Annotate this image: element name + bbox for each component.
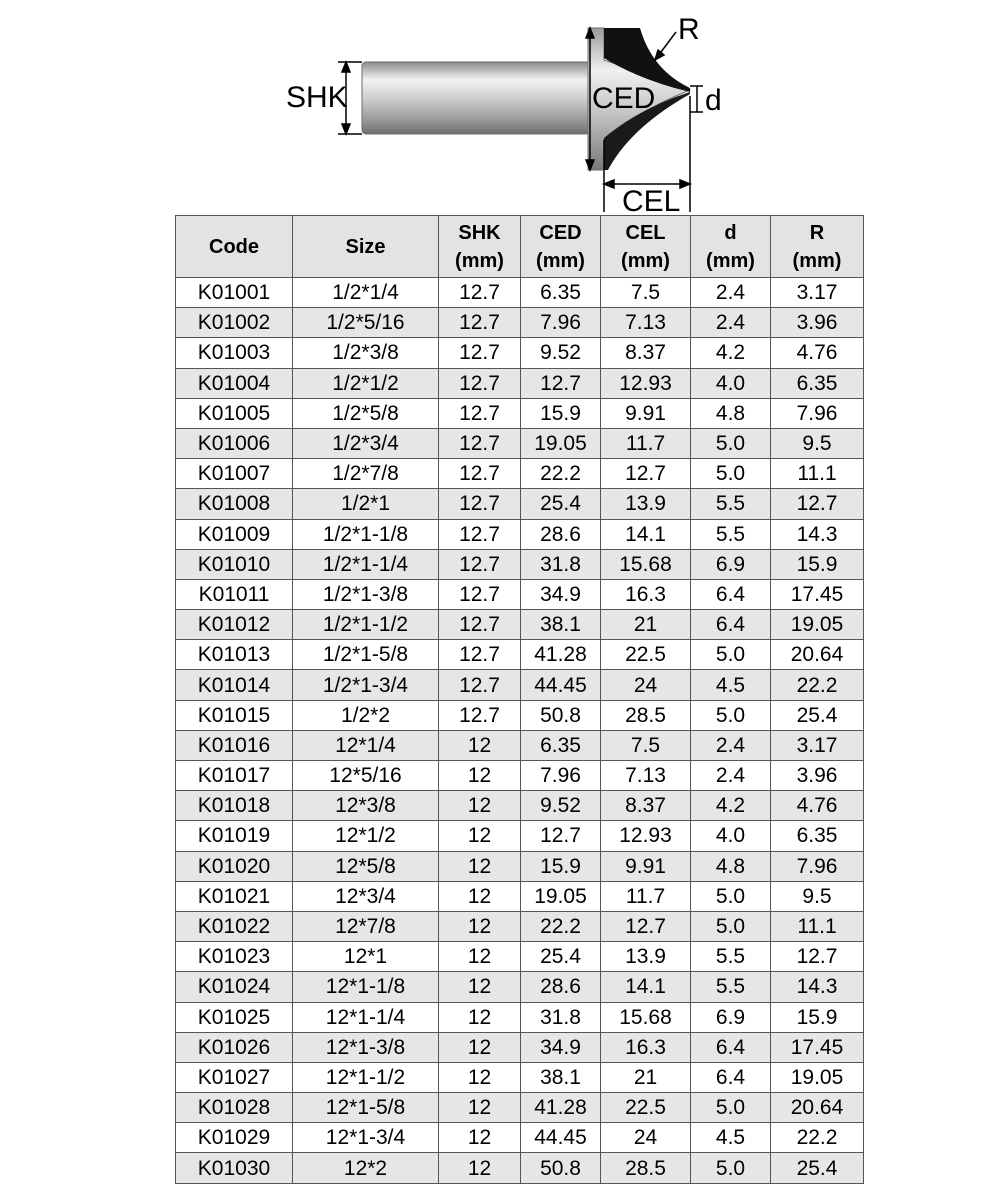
column-header-label: SHK: [458, 221, 501, 244]
cell-ced: 22.2: [521, 459, 601, 489]
cell-d: 6.9: [691, 549, 771, 579]
cell-shk: 12: [439, 1062, 521, 1092]
cell-shk: 12.7: [439, 610, 521, 640]
cell-cel: 22.5: [601, 1093, 691, 1123]
cell-shk: 12.7: [439, 459, 521, 489]
table-row: [176, 308, 864, 338]
cell-r: 9.5: [771, 428, 864, 458]
cell-shk: 12.7: [439, 398, 521, 428]
cell-shk: 12: [439, 1153, 521, 1183]
cell-size: 12*1/2: [293, 821, 439, 851]
cell-shk: 12.7: [439, 368, 521, 398]
d-dimension: [690, 86, 703, 112]
table-row: [176, 700, 864, 730]
cell-code: K01021: [176, 881, 293, 911]
cell-shk: 12: [439, 761, 521, 791]
table-body: [176, 278, 864, 1184]
table-row: [176, 972, 864, 1002]
table-row: [176, 761, 864, 791]
cell-code: K01030: [176, 1153, 293, 1183]
cell-ced: 25.4: [521, 942, 601, 972]
cell-shk: 12: [439, 942, 521, 972]
cell-size: 1/2*3/4: [293, 428, 439, 458]
cell-r: 15.9: [771, 549, 864, 579]
cell-cel: 8.37: [601, 791, 691, 821]
cell-r: 17.45: [771, 579, 864, 609]
cell-size: 1/2*3/8: [293, 338, 439, 368]
cell-code: K01009: [176, 519, 293, 549]
cell-d: 6.9: [691, 1002, 771, 1032]
column-header-unit: (mm): [455, 249, 504, 272]
cell-code: K01019: [176, 821, 293, 851]
cell-ced: 9.52: [521, 338, 601, 368]
column-header-label: CEL: [625, 221, 666, 244]
cell-code: K01008: [176, 489, 293, 519]
cell-d: 5.0: [691, 881, 771, 911]
cell-code: K01027: [176, 1062, 293, 1092]
column-header-label: CED: [539, 221, 582, 244]
table-row: [176, 549, 864, 579]
cell-code: K01004: [176, 368, 293, 398]
cell-size: 12*2: [293, 1153, 439, 1183]
cell-r: 7.96: [771, 851, 864, 881]
cell-code: K01028: [176, 1093, 293, 1123]
cell-r: 12.7: [771, 489, 864, 519]
cell-cel: 12.93: [601, 821, 691, 851]
cell-cel: 12.7: [601, 459, 691, 489]
cell-size: 1/2*1-5/8: [293, 640, 439, 670]
cell-cel: 24: [601, 670, 691, 700]
cell-d: 2.4: [691, 278, 771, 308]
cell-r: 19.05: [771, 1062, 864, 1092]
cell-ced: 15.9: [521, 398, 601, 428]
column-header-label: Size: [345, 235, 386, 258]
cell-size: 12*1-1/8: [293, 972, 439, 1002]
cell-shk: 12: [439, 791, 521, 821]
cell-size: 1/2*7/8: [293, 459, 439, 489]
cell-shk: 12.7: [439, 579, 521, 609]
cell-cel: 11.7: [601, 881, 691, 911]
cell-r: 9.5: [771, 881, 864, 911]
cell-code: K01018: [176, 791, 293, 821]
column-header-code: [176, 216, 293, 278]
cell-size: 12*3/8: [293, 791, 439, 821]
cell-d: 2.4: [691, 308, 771, 338]
cell-cel: 13.9: [601, 942, 691, 972]
column-header-shk: [439, 216, 521, 278]
cell-d: 4.0: [691, 368, 771, 398]
cell-ced: 28.6: [521, 972, 601, 1002]
cell-size: 1/2*1-1/8: [293, 519, 439, 549]
cell-ced: 41.28: [521, 1093, 601, 1123]
cell-ced: 15.9: [521, 851, 601, 881]
cell-shk: 12: [439, 911, 521, 941]
column-header-ced: [521, 216, 601, 278]
r-label: R: [678, 13, 700, 46]
cell-d: 2.4: [691, 761, 771, 791]
shk-label: SHK: [286, 81, 348, 114]
cell-code: K01015: [176, 700, 293, 730]
cell-code: K01014: [176, 670, 293, 700]
cell-size: 12*1/4: [293, 730, 439, 760]
cell-size: 12*3/4: [293, 881, 439, 911]
cell-size: 12*1-1/2: [293, 1062, 439, 1092]
cell-size: 12*1-3/8: [293, 1032, 439, 1062]
cell-r: 4.76: [771, 338, 864, 368]
cell-ced: 38.1: [521, 1062, 601, 1092]
table-row: [176, 1153, 864, 1183]
cell-ced: 34.9: [521, 1032, 601, 1062]
cell-cel: 21: [601, 610, 691, 640]
cell-shk: 12: [439, 851, 521, 881]
cell-d: 6.4: [691, 579, 771, 609]
cell-cel: 7.5: [601, 730, 691, 760]
cell-cel: 28.5: [601, 700, 691, 730]
cell-size: 1/2*1/4: [293, 278, 439, 308]
column-header-label: R: [809, 221, 825, 244]
cell-size: 12*5/16: [293, 761, 439, 791]
table-row: [176, 821, 864, 851]
cell-ced: 19.05: [521, 881, 601, 911]
shank-body: [362, 62, 590, 134]
cell-r: 17.45: [771, 1032, 864, 1062]
cell-cel: 8.37: [601, 338, 691, 368]
cell-r: 3.17: [771, 730, 864, 760]
cell-r: 22.2: [771, 670, 864, 700]
cell-ced: 38.1: [521, 610, 601, 640]
cell-d: 5.5: [691, 972, 771, 1002]
table-row: [176, 851, 864, 881]
cell-code: K01013: [176, 640, 293, 670]
cell-ced: 44.45: [521, 1123, 601, 1153]
table-row: [176, 489, 864, 519]
cell-d: 4.5: [691, 1123, 771, 1153]
cell-ced: 7.96: [521, 761, 601, 791]
column-header-size: [293, 216, 439, 278]
cell-code: K01025: [176, 1002, 293, 1032]
cell-d: 2.4: [691, 730, 771, 760]
cell-d: 5.5: [691, 942, 771, 972]
cell-shk: 12.7: [439, 308, 521, 338]
cell-size: 12*1-5/8: [293, 1093, 439, 1123]
cell-d: 5.0: [691, 1093, 771, 1123]
cell-ced: 34.9: [521, 579, 601, 609]
table-row: [176, 881, 864, 911]
cell-shk: 12: [439, 1123, 521, 1153]
cell-r: 3.96: [771, 308, 864, 338]
cell-code: K01017: [176, 761, 293, 791]
spec-table: [175, 215, 864, 1184]
cell-ced: 50.8: [521, 700, 601, 730]
cell-code: K01002: [176, 308, 293, 338]
cell-shk: 12.7: [439, 519, 521, 549]
cell-size: 12*1-1/4: [293, 1002, 439, 1032]
cell-ced: 6.35: [521, 730, 601, 760]
cell-ced: 19.05: [521, 428, 601, 458]
cell-ced: 28.6: [521, 519, 601, 549]
cell-cel: 16.3: [601, 579, 691, 609]
cell-d: 5.0: [691, 459, 771, 489]
table-row: [176, 911, 864, 941]
table-row: [176, 942, 864, 972]
cell-r: 25.4: [771, 700, 864, 730]
cell-d: 5.0: [691, 428, 771, 458]
cell-ced: 6.35: [521, 278, 601, 308]
table-row: [176, 519, 864, 549]
cell-size: 12*1-3/4: [293, 1123, 439, 1153]
cell-r: 14.3: [771, 519, 864, 549]
cell-d: 4.2: [691, 338, 771, 368]
cell-d: 5.0: [691, 640, 771, 670]
cell-shk: 12.7: [439, 700, 521, 730]
cell-d: 4.0: [691, 821, 771, 851]
cell-cel: 12.93: [601, 368, 691, 398]
cell-ced: 31.8: [521, 549, 601, 579]
cell-r: 3.96: [771, 761, 864, 791]
table-row: [176, 579, 864, 609]
cell-cel: 28.5: [601, 1153, 691, 1183]
cell-shk: 12: [439, 1002, 521, 1032]
table-row: [176, 459, 864, 489]
cell-size: 1/2*1-3/4: [293, 670, 439, 700]
cell-shk: 12.7: [439, 670, 521, 700]
cell-code: K01003: [176, 338, 293, 368]
column-header-unit: (mm): [792, 249, 842, 272]
table-row: [176, 1032, 864, 1062]
cell-code: K01026: [176, 1032, 293, 1062]
table-row: [176, 730, 864, 760]
table-header-row: [176, 216, 864, 278]
cell-ced: 9.52: [521, 791, 601, 821]
cell-shk: 12: [439, 972, 521, 1002]
cell-r: 20.64: [771, 640, 864, 670]
cell-shk: 12: [439, 730, 521, 760]
cell-cel: 15.68: [601, 1002, 691, 1032]
cell-code: K01024: [176, 972, 293, 1002]
cell-r: 11.1: [771, 911, 864, 941]
cell-cel: 7.5: [601, 278, 691, 308]
cell-size: 1/2*1: [293, 489, 439, 519]
table-row: [176, 640, 864, 670]
cell-shk: 12.7: [439, 338, 521, 368]
cell-code: K01029: [176, 1123, 293, 1153]
cell-r: 25.4: [771, 1153, 864, 1183]
cell-size: 1/2*5/16: [293, 308, 439, 338]
cell-shk: 12: [439, 1032, 521, 1062]
cell-shk: 12.7: [439, 278, 521, 308]
cell-ced: 7.96: [521, 308, 601, 338]
cell-code: K01005: [176, 398, 293, 428]
cell-size: 1/2*1-1/2: [293, 610, 439, 640]
table-row: [176, 670, 864, 700]
column-header-unit: (mm): [536, 249, 585, 272]
cell-cel: 12.7: [601, 911, 691, 941]
table-row: [176, 1062, 864, 1092]
cell-cel: 21: [601, 1062, 691, 1092]
cell-ced: 41.28: [521, 640, 601, 670]
cell-code: K01011: [176, 579, 293, 609]
cell-d: 5.0: [691, 700, 771, 730]
cell-ced: 31.8: [521, 1002, 601, 1032]
cell-d: 5.0: [691, 1153, 771, 1183]
column-header-unit: (mm): [621, 249, 670, 272]
cell-code: K01022: [176, 911, 293, 941]
cell-code: K01020: [176, 851, 293, 881]
cell-d: 6.4: [691, 610, 771, 640]
cell-shk: 12.7: [439, 489, 521, 519]
cell-cel: 16.3: [601, 1032, 691, 1062]
table-row: [176, 398, 864, 428]
cell-ced: 50.8: [521, 1153, 601, 1183]
table-row: [176, 791, 864, 821]
cel-label: CEL: [622, 185, 681, 215]
cell-r: 3.17: [771, 278, 864, 308]
cell-code: K01006: [176, 428, 293, 458]
cell-shk: 12: [439, 881, 521, 911]
cell-code: K01007: [176, 459, 293, 489]
table-row: [176, 368, 864, 398]
cell-r: 6.35: [771, 821, 864, 851]
table-row: [176, 338, 864, 368]
cell-r: 4.76: [771, 791, 864, 821]
table-row: [176, 1002, 864, 1032]
cell-cel: 22.5: [601, 640, 691, 670]
cell-cel: 9.91: [601, 851, 691, 881]
cell-shk: 12.7: [439, 640, 521, 670]
cell-size: 1/2*1-1/4: [293, 549, 439, 579]
cell-cel: 15.68: [601, 549, 691, 579]
ced-label: CED: [592, 82, 656, 115]
cell-r: 20.64: [771, 1093, 864, 1123]
table-row: [176, 1093, 864, 1123]
table-row: [176, 610, 864, 640]
table-row: [176, 278, 864, 308]
cell-r: 22.2: [771, 1123, 864, 1153]
cell-d: 4.8: [691, 398, 771, 428]
column-header-cel: [601, 216, 691, 278]
cell-size: 1/2*1/2: [293, 368, 439, 398]
cell-ced: 12.7: [521, 821, 601, 851]
cell-r: 11.1: [771, 459, 864, 489]
cell-code: K01023: [176, 942, 293, 972]
cell-r: 19.05: [771, 610, 864, 640]
cell-r: 7.96: [771, 398, 864, 428]
r-pointer: [655, 32, 676, 60]
cell-cel: 14.1: [601, 519, 691, 549]
cell-code: K01016: [176, 730, 293, 760]
cell-cel: 7.13: [601, 308, 691, 338]
cell-size: 12*5/8: [293, 851, 439, 881]
cell-d: 5.5: [691, 489, 771, 519]
column-header-label: d: [724, 221, 737, 244]
router-bit-diagram: [0, 0, 1000, 215]
cell-d: 6.4: [691, 1032, 771, 1062]
cell-cel: 13.9: [601, 489, 691, 519]
cell-shk: 12: [439, 821, 521, 851]
column-header-d: [691, 216, 771, 278]
cell-d: 5.5: [691, 519, 771, 549]
column-header-unit: (mm): [706, 249, 755, 272]
cell-ced: 22.2: [521, 911, 601, 941]
cell-shk: 12: [439, 1093, 521, 1123]
cell-ced: 25.4: [521, 489, 601, 519]
column-header-label: Code: [209, 235, 259, 258]
cell-cel: 7.13: [601, 761, 691, 791]
cell-d: 4.8: [691, 851, 771, 881]
cell-r: 12.7: [771, 942, 864, 972]
cell-ced: 12.7: [521, 368, 601, 398]
cell-d: 6.4: [691, 1062, 771, 1092]
cell-code: K01001: [176, 278, 293, 308]
cell-r: 6.35: [771, 368, 864, 398]
cell-shk: 12.7: [439, 428, 521, 458]
cell-cel: 24: [601, 1123, 691, 1153]
cell-size: 1/2*1-3/8: [293, 579, 439, 609]
cell-r: 14.3: [771, 972, 864, 1002]
d-label: d: [705, 84, 722, 117]
cell-size: 1/2*2: [293, 700, 439, 730]
cell-d: 4.2: [691, 791, 771, 821]
column-header-r: [771, 216, 864, 278]
table-row: [176, 428, 864, 458]
cell-d: 5.0: [691, 911, 771, 941]
cell-r: 15.9: [771, 1002, 864, 1032]
cell-size: 12*1: [293, 942, 439, 972]
cell-cel: 11.7: [601, 428, 691, 458]
cell-code: K01010: [176, 549, 293, 579]
table-row: [176, 1123, 864, 1153]
cell-size: 1/2*5/8: [293, 398, 439, 428]
cell-ced: 44.45: [521, 670, 601, 700]
cell-cel: 9.91: [601, 398, 691, 428]
cell-size: 12*7/8: [293, 911, 439, 941]
cell-code: K01012: [176, 610, 293, 640]
cell-shk: 12.7: [439, 549, 521, 579]
cell-d: 4.5: [691, 670, 771, 700]
cell-cel: 14.1: [601, 972, 691, 1002]
